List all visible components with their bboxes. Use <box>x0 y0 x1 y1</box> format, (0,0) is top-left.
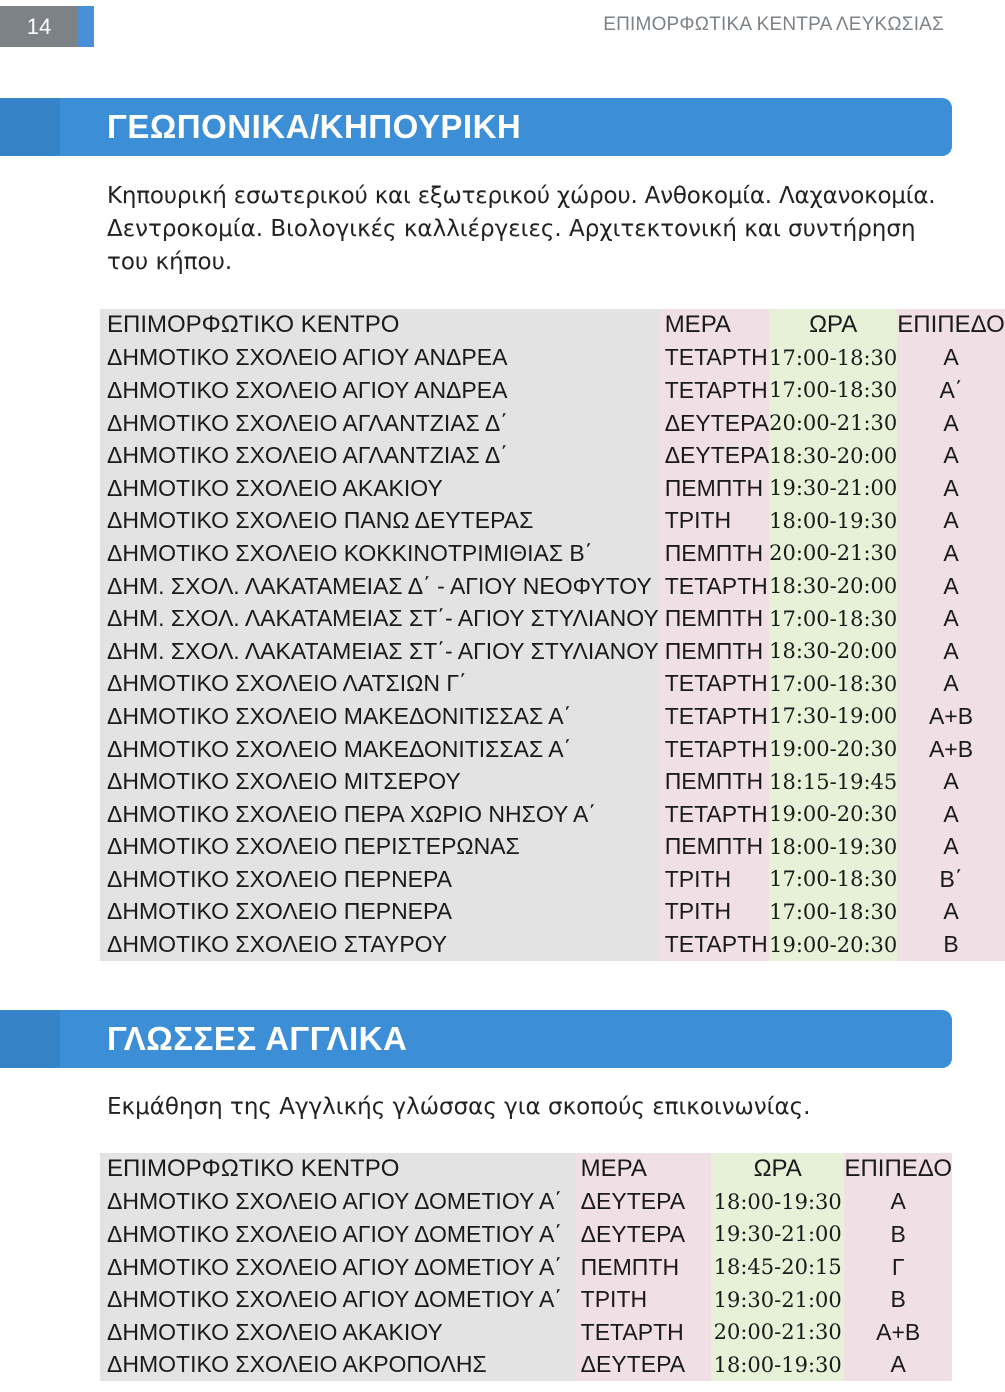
table-row <box>100 1218 952 1251</box>
cell-level: Β΄ <box>897 863 1005 896</box>
table-row <box>100 342 1005 375</box>
cell-time: 17:30-19:00 <box>769 700 897 733</box>
cell-level: Α <box>844 1186 952 1219</box>
cell-day: ΤΕΤΑΡΤΗ <box>659 570 769 603</box>
cell-day: ΤΕΤΑΡΤΗ <box>659 798 769 831</box>
cell-day: ΤΕΤΑΡΤΗ <box>575 1316 711 1349</box>
cell-time: 18:00-19:30 <box>711 1186 844 1219</box>
cell-day: ΔΕΥΤΕΡΑ <box>575 1186 711 1219</box>
cell-time: 17:00-18:30 <box>769 668 897 701</box>
cell-day: ΤΕΤΑΡΤΗ <box>659 374 769 407</box>
description-line: Δεντροκομία. Βιολογικές καλλιέργειες. Αρχιτεκτονική και συντήρηση <box>107 216 916 242</box>
cell-time: 18:30-20:00 <box>769 570 897 603</box>
table-row <box>100 700 1005 733</box>
table-row <box>100 1283 952 1316</box>
cell-center: ΔΗΜΟΤΙΚΟ ΣΧΟΛΕΙΟ ΑΓΙΟΥ ΔΟΜΕΤΙΟΥ Α΄ <box>100 1186 575 1219</box>
header-time: ΩΡΑ <box>711 1153 844 1186</box>
cell-center: ΔΗΜΟΤΙΚΟ ΣΧΟΛΕΙΟ ΠΕΡΙΣΤΕΡΩΝΑΣ <box>100 831 659 864</box>
cell-time: 18:30-20:00 <box>769 439 897 472</box>
table-header-row <box>100 309 1005 342</box>
cell-time: 17:00-18:30 <box>769 342 897 375</box>
cell-center: ΔΗΜΟΤΙΚΟ ΣΧΟΛΕΙΟ ΑΚΑΚΙΟΥ <box>100 472 659 505</box>
cell-level: Α <box>897 407 1005 440</box>
cell-level: Α <box>897 342 1005 375</box>
cell-day: ΤΕΤΑΡΤΗ <box>659 928 769 961</box>
cell-time: 17:00-18:30 <box>769 374 897 407</box>
cell-time: 17:00-18:30 <box>769 863 897 896</box>
header-level: ΕΠΙΠΕΔΟ <box>844 1153 952 1186</box>
cell-level: Α <box>897 472 1005 505</box>
cell-day: ΤΡΙΤΗ <box>659 863 769 896</box>
section-description <box>107 180 947 279</box>
table-row <box>100 1251 952 1284</box>
table-row <box>100 1316 952 1349</box>
header-center: ΕΠΙΜΟΡΦΩΤΙΚΟ ΚΕΝΤΡΟ <box>100 309 659 342</box>
cell-time: 17:00-18:30 <box>769 602 897 635</box>
table-row <box>100 1186 952 1219</box>
cell-time: 17:00-18:30 <box>769 896 897 929</box>
cell-level: Α΄ <box>897 374 1005 407</box>
description-line: Κηπουρική εσωτερικού και εξωτερικού χώρου. Ανθοκομία. Λαχανοκομία. <box>107 183 936 209</box>
cell-center: ΔΗΜ. ΣΧΟΛ. ΛΑΚΑΤΑΜΕΙΑΣ ΣΤ΄- ΑΓΙΟΥ ΣΤΥΛΙΑΝΟΥ <box>100 602 659 635</box>
cell-center: ΔΗΜΟΤΙΚΟ ΣΧΟΛΕΙΟ ΑΓΛΑΝΤΖΙΑΣ Δ΄ <box>100 439 659 472</box>
cell-day: ΔΕΥΤΕΡΑ <box>659 407 769 440</box>
section-header-english <box>0 1010 952 1068</box>
cell-day: ΤΡΙΤΗ <box>659 896 769 929</box>
cell-level: Α+Β <box>844 1316 952 1349</box>
cell-time: 18:00-19:30 <box>769 505 897 538</box>
cell-time: 19:00-20:30 <box>769 798 897 831</box>
table-row <box>100 505 1005 538</box>
cell-day: ΠΕΜΠΤΗ <box>659 472 769 505</box>
cell-day: ΠΕΜΠΤΗ <box>659 831 769 864</box>
header-level: ΕΠΙΠΕΔΟ <box>897 309 1005 342</box>
cell-level: Α <box>897 765 1005 798</box>
page-number-accent <box>78 6 94 47</box>
cell-day: ΠΕΜΠΤΗ <box>659 765 769 798</box>
cell-time: 18:15-19:45 <box>769 765 897 798</box>
cell-time: 20:00-21:30 <box>769 407 897 440</box>
cell-center: ΔΗΜΟΤΙΚΟ ΣΧΟΛΕΙΟ ΑΓΙΟΥ ΑΝΔΡΕΑ <box>100 374 659 407</box>
cell-level: Α <box>844 1349 952 1382</box>
cell-center: ΔΗΜΟΤΙΚΟ ΣΧΟΛΕΙΟ ΑΓΙΟΥ ΔΟΜΕΤΙΟΥ Α΄ <box>100 1218 575 1251</box>
cell-time: 19:00-20:30 <box>769 928 897 961</box>
cell-center: ΔΗΜΟΤΙΚΟ ΣΧΟΛΕΙΟ ΣΤΑΥΡΟΥ <box>100 928 659 961</box>
running-head: ΕΠΙΜΟΡΦΩΤΙΚΑ ΚΕΝΤΡΑ ΛΕΥΚΩΣΙΑΣ <box>603 14 944 35</box>
cell-center: ΔΗΜ. ΣΧΟΛ. ΛΑΚΑΤΑΜΕΙΑΣ ΣΤ΄- ΑΓΙΟΥ ΣΤΥΛΙΑΝΟΥ <box>100 635 659 668</box>
cell-center: ΔΗΜΟΤΙΚΟ ΣΧΟΛΕΙΟ ΜΑΚΕΔΟΝΙΤΙΣΣΑΣ Α΄ <box>100 733 659 766</box>
table-row <box>100 733 1005 766</box>
cell-level: Α <box>897 798 1005 831</box>
cell-day: ΤΡΙΤΗ <box>659 505 769 538</box>
header-center: ΕΠΙΜΟΡΦΩΤΙΚΟ ΚΕΝΤΡΟ <box>100 1153 575 1186</box>
cell-level: Α+Β <box>897 733 1005 766</box>
table-row <box>100 602 1005 635</box>
table-row <box>100 570 1005 603</box>
table-body <box>100 342 1005 961</box>
cell-time: 18:00-19:30 <box>769 831 897 864</box>
cell-day: ΔΕΥΤΕΡΑ <box>575 1349 711 1382</box>
cell-day: ΤΕΤΑΡΤΗ <box>659 668 769 701</box>
cell-time: 18:30-20:00 <box>769 635 897 668</box>
cell-day: ΠΕΜΠΤΗ <box>659 537 769 570</box>
cell-time: 20:00-21:30 <box>769 537 897 570</box>
header-day: ΜΕΡΑ <box>575 1153 711 1186</box>
cell-center: ΔΗΜΟΤΙΚΟ ΣΧΟΛΕΙΟ ΑΓΙΟΥ ΔΟΜΕΤΙΟΥ Α΄ <box>100 1283 575 1316</box>
cell-center: ΔΗΜΟΤΙΚΟ ΣΧΟΛΕΙΟ ΑΓΙΟΥ ΔΟΜΕΤΙΟΥ Α΄ <box>100 1251 575 1284</box>
cell-level: Α <box>897 635 1005 668</box>
cell-center: ΔΗΜΟΤΙΚΟ ΣΧΟΛΕΙΟ ΠΕΡΝΕΡΑ <box>100 863 659 896</box>
cell-center: ΔΗΜΟΤΙΚΟ ΣΧΟΛΕΙΟ ΠΕΡΑ ΧΩΡΙΟ ΝΗΣΟΥ Α΄ <box>100 798 659 831</box>
table-row <box>100 765 1005 798</box>
table-header-row <box>100 1153 952 1186</box>
cell-time: 20:00-21:30 <box>711 1316 844 1349</box>
cell-center: ΔΗΜΟΤΙΚΟ ΣΧΟΛΕΙΟ ΜΑΚΕΔΟΝΙΤΙΣΣΑΣ Α΄ <box>100 700 659 733</box>
cell-day: ΤΕΤΑΡΤΗ <box>659 342 769 375</box>
header-day: ΜΕΡΑ <box>659 309 769 342</box>
cell-center: ΔΗΜΟΤΙΚΟ ΣΧΟΛΕΙΟ ΛΑΤΣΙΩΝ Γ΄ <box>100 668 659 701</box>
section-title: ΓΕΩΠΟΝΙΚΑ/ΚΗΠΟΥΡΙΚΗ <box>107 108 522 145</box>
cell-day: ΤΕΤΑΡΤΗ <box>659 700 769 733</box>
section-description <box>107 1091 947 1124</box>
cell-time: 19:00-20:30 <box>769 733 897 766</box>
cell-day: ΠΕΜΠΤΗ <box>659 602 769 635</box>
cell-center: ΔΗΜΟΤΙΚΟ ΣΧΟΛΕΙΟ ΑΚΑΚΙΟΥ <box>100 1316 575 1349</box>
cell-center: ΔΗΜΟΤΙΚΟ ΣΧΟΛΕΙΟ ΚΟΚΚΙΝΟΤΡΙΜΙΘΙΑΣ Β΄ <box>100 537 659 570</box>
description-line: του κήπου. <box>107 249 233 275</box>
table-row <box>100 472 1005 505</box>
cell-day: ΤΕΤΑΡΤΗ <box>659 733 769 766</box>
cell-center: ΔΗΜΟΤΙΚΟ ΣΧΟΛΕΙΟ ΑΚΡΟΠΟΛΗΣ <box>100 1349 575 1382</box>
cell-level: Β <box>844 1283 952 1316</box>
schedule-table-english <box>100 1153 952 1381</box>
table-row <box>100 537 1005 570</box>
page-number: 14 <box>0 6 78 47</box>
cell-level: Γ <box>844 1251 952 1284</box>
table-row <box>100 798 1005 831</box>
cell-day: ΔΕΥΤΕΡΑ <box>575 1218 711 1251</box>
cell-level: Α <box>897 439 1005 472</box>
description-line: Εκμάθηση της Αγγλικής γλώσσας για σκοπούς επικοινωνίας. <box>107 1094 811 1120</box>
cell-time: 18:45-20:15 <box>711 1251 844 1284</box>
cell-level: Α <box>897 896 1005 929</box>
table-row <box>100 928 1005 961</box>
header-time: ΩΡΑ <box>769 309 897 342</box>
section-header-gardening <box>0 98 952 156</box>
cell-center: ΔΗΜ. ΣΧΟΛ. ΛΑΚΑΤΑΜΕΙΑΣ Δ΄ - ΑΓΙΟΥ ΝΕΟΦΥΤΟΥ <box>100 570 659 603</box>
schedule-table-gardening <box>100 309 1005 961</box>
table-row <box>100 635 1005 668</box>
cell-level: Α <box>897 570 1005 603</box>
table-row <box>100 831 1005 864</box>
table-row <box>100 896 1005 929</box>
cell-time: 19:30-21:00 <box>711 1283 844 1316</box>
cell-level: Α+Β <box>897 700 1005 733</box>
cell-level: Α <box>897 668 1005 701</box>
cell-time: 19:30-21:00 <box>769 472 897 505</box>
table-row <box>100 668 1005 701</box>
cell-level: Α <box>897 602 1005 635</box>
cell-level: Α <box>897 505 1005 538</box>
cell-level: Β <box>897 928 1005 961</box>
cell-time: 19:30-21:00 <box>711 1218 844 1251</box>
table-row <box>100 863 1005 896</box>
cell-level: Β <box>844 1218 952 1251</box>
cell-center: ΔΗΜΟΤΙΚΟ ΣΧΟΛΕΙΟ ΑΓΙΟΥ ΑΝΔΡΕΑ <box>100 342 659 375</box>
cell-center: ΔΗΜΟΤΙΚΟ ΣΧΟΛΕΙΟ ΠΑΝΩ ΔΕΥΤΕΡΑΣ <box>100 505 659 538</box>
table-row <box>100 374 1005 407</box>
cell-day: ΠΕΜΠΤΗ <box>659 635 769 668</box>
cell-day: ΔΕΥΤΕΡΑ <box>659 439 769 472</box>
cell-day: ΠΕΜΠΤΗ <box>575 1251 711 1284</box>
cell-center: ΔΗΜΟΤΙΚΟ ΣΧΟΛΕΙΟ ΜΙΤΣΕΡΟΥ <box>100 765 659 798</box>
cell-level: Α <box>897 831 1005 864</box>
table-row <box>100 439 1005 472</box>
section-title: ΓΛΩΣΣΕΣ ΑΓΓΛΙΚΑ <box>107 1020 408 1057</box>
cell-time: 18:00-19:30 <box>711 1349 844 1382</box>
cell-level: Α <box>897 537 1005 570</box>
cell-center: ΔΗΜΟΤΙΚΟ ΣΧΟΛΕΙΟ ΑΓΛΑΝΤΖΙΑΣ Δ΄ <box>100 407 659 440</box>
table-row <box>100 1349 952 1382</box>
cell-day: ΤΡΙΤΗ <box>575 1283 711 1316</box>
cell-center: ΔΗΜΟΤΙΚΟ ΣΧΟΛΕΙΟ ΠΕΡΝΕΡΑ <box>100 896 659 929</box>
table-body <box>100 1186 952 1382</box>
table-row <box>100 407 1005 440</box>
